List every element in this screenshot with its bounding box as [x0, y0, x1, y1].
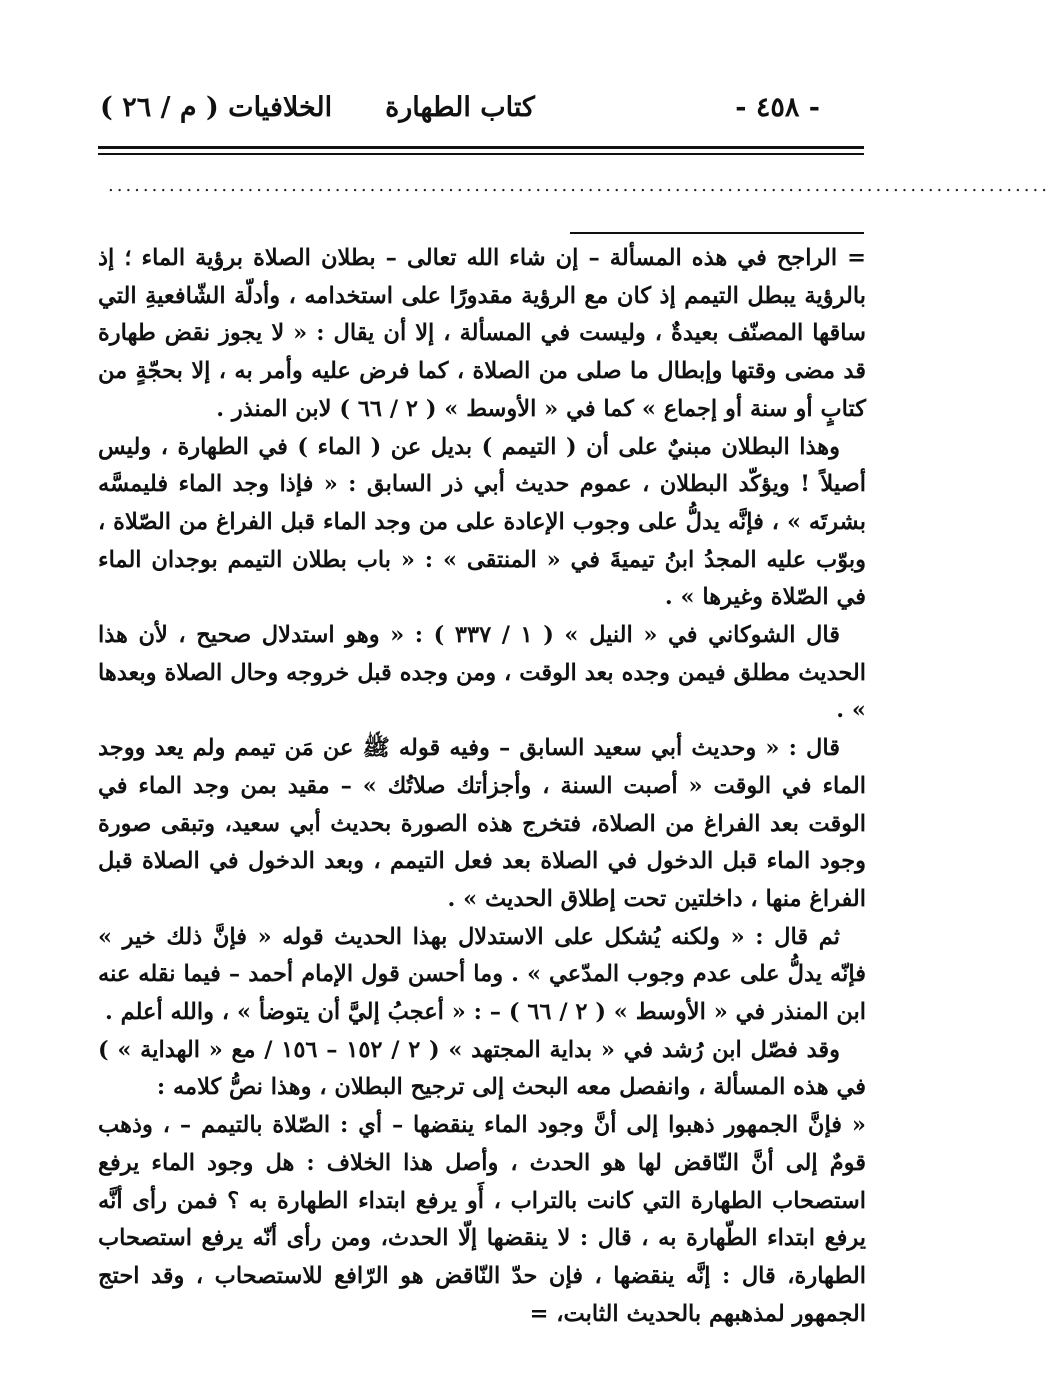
- paragraph: وقد فصّل ابن رُشد في « بداية المجتهد » ( ٢ / ١٥٢ – ١٥٦ / مع « الهداية » ) في هذه المسألة ، وانفصل معه البحث إلى ترجيح البطلان ، وهذا نصُّ كلامه :: [98, 1036, 866, 1101]
- paragraph: « فإنَّ الجمهور ذهبوا إلى أنَّ وجود الماء ينقضها – أي : الصّلاة بالتيمم – ، وذهب قومٌ إلى أنَّ النّاقض لها هو الحدث ، وأصل هذا الخلاف : هل وجود الماء يرفع استصحاب الطهارة التي كانت بالتراب ، أَو يرفع ابتداء الطهارة به ؟ فمن رأى أنَّه يرفع ابتداء الطّهارة به ، قال : لا ينقضها إلّا الحدث، ومن رأى أنّه يرفع استصحاب الطهارة، قال : إنَّه ينقضها ، فإن حدّ النّاقض هو الرّافع للاستصحاب ، وقد احتج الجمهور لمذهبهم بالحديث الثابت، =: [98, 1112, 866, 1327]
- book-title: كتاب الطهارة: [385, 92, 535, 123]
- dotted-separator: ............................................................................................................: [108, 175, 1050, 196]
- running-header: [100, 92, 820, 132]
- footnote-text: [98, 240, 866, 1333]
- footnote-rule: [570, 232, 864, 234]
- paragraph: ثم قال : « ولكنه يُشكل على الاستدلال بهذا الحديث قوله « فإنَّ ذلك خير » فإنّه يدلُّ على عدم وجوب المدّعي » . وما أحسن قول الإمام أحمد – فيما نقله عنه ابن المنذر في « الأوسط » ( ٢ / ٦٦ ) – : « أعجبُ إليَّ أن يتوضأ » ، والله أعلم .: [98, 923, 866, 1026]
- header-rule-thick: [98, 146, 864, 149]
- paragraph: قال : « وحديث أبي سعيد السابق – وفيه قوله ﷺ عن مَن تيمم ولم يعد ووجد الماء في الوقت « أصبت السنة ، وأجزأتك صلاتُك » – مقيد بمن وجد الماء في الوقت بعد الفراغ من الصلاة، فتخرج هذه الصورة بحديث أبي سعيد، وتبقى صورة وجود الماء قبل الدخول في الصلاة بعد فعل التيمم ، وبعد الدخول في الصلاة قبل الفراغ منها ، داخلتين تحت إطلاق الحديث » .: [98, 735, 866, 912]
- paragraph: قال الشوكاني في « النيل » ( ١ / ٣٣٧ ) : « وهو استدلال صحيح ، لأن هذا الحديث مطلق فيمن وجده بعد الوقت ، ومن وجده قبل خروجه وحال الصلاة وبعدها » .: [98, 622, 866, 724]
- section-title: الخلافيات ( م / ٢٦ ): [100, 92, 333, 123]
- page-number: - ٤٥٨ -: [735, 92, 820, 123]
- header-rule-thin: [98, 153, 864, 155]
- paragraph: وهذا البطلان مبنيٌ على أن ( التيمم ) بديل عن ( الماء ) في الطهارة ، وليس أصيلاً ! ويؤكّد البطلان ، عموم حديث أبي ذر السابق : « فإذا وجد الماء فليمسَّه بشرتَه » ، فإنَّه يدلُّ على وجوب الإعادة على من وجد الماء قبل الفراغ من الصّلاة ، وبوّب عليه المجدُ ابنُ تيميةَ في « المنتقى » : « باب بطلان التيمم بوجدان الماء في الصّلاة وغيرها » .: [98, 433, 866, 611]
- paragraph: = الراجح في هذه المسألة – إن شاء الله تعالى – بطلان الصلاة برؤية الماء ؛ إذ بالرؤية يبطل التيمم إذ كان مع الرؤية مقدورًا على استخدامه ، وأدلّة الشّافعيةِ التي ساقها المصنّف بعيدةٌ ، وليست في المسألة ، إلا أن يقال : « لا يجوز نقض طهارة قد مضى وقتها وإبطال ما صلى من الصلاة ، كما فرض عليه وأمر به ، إلا بحجّةٍ من كتابٍ أو سنة أو إجماع » كما في « الأوسط » ( ٢ / ٦٦ ) لابن المنذر .: [98, 245, 866, 422]
